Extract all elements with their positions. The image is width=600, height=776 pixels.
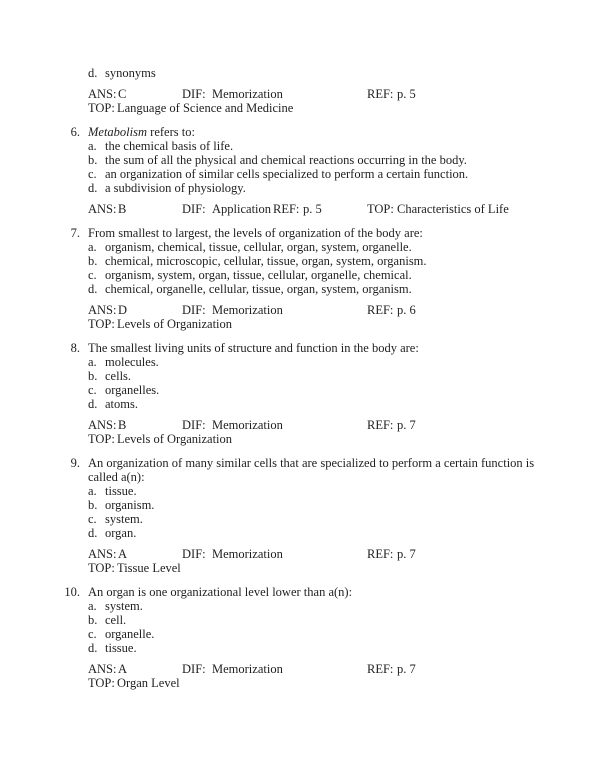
top-value: Levels of Organization xyxy=(117,317,233,331)
dif-value: Memorization xyxy=(212,547,283,561)
option-text: cells. xyxy=(105,369,132,383)
answer-line xyxy=(0,676,600,690)
option-letter: a. xyxy=(88,240,97,254)
answer-line xyxy=(0,101,600,115)
option-letter: d. xyxy=(88,282,98,296)
stem-run: called a(n): xyxy=(88,470,145,484)
question-stem xyxy=(0,341,600,355)
dif-label: DIF: xyxy=(182,87,206,101)
option-text: molecules. xyxy=(105,355,159,369)
option-row xyxy=(0,498,600,512)
question-stem xyxy=(0,470,600,484)
option-row xyxy=(0,282,600,296)
answer-line xyxy=(0,547,600,561)
ref-label: REF: xyxy=(367,547,394,561)
option-text: organelle. xyxy=(105,627,155,641)
dif-label: DIF: xyxy=(182,418,206,432)
dif-label: DIF: xyxy=(182,202,206,216)
option-letter: a. xyxy=(88,355,97,369)
answer-block xyxy=(0,418,600,446)
option-row xyxy=(0,355,600,369)
option-text: the chemical basis of life. xyxy=(105,139,234,153)
question-block xyxy=(0,456,600,575)
ref-value: p. 7 xyxy=(397,662,416,676)
ans-label: ANS: xyxy=(88,87,117,101)
top-label: TOP: xyxy=(88,317,115,331)
option-text: chemical, organelle, cellular, tissue, organ, system, organism. xyxy=(105,282,412,296)
answer-line xyxy=(0,662,600,676)
question-stem xyxy=(0,585,600,599)
option-letter: b. xyxy=(88,613,98,627)
option-row xyxy=(0,254,600,268)
question-stem xyxy=(0,456,600,470)
ref-label: REF: xyxy=(367,662,394,676)
stem-text xyxy=(88,125,195,139)
stem-run: An organ is one organizational level lower than a(n): xyxy=(88,585,353,599)
stem-run: An organization of many similar cells that are specialized to perform a certain function is xyxy=(88,456,535,470)
ref-label: REF: xyxy=(273,202,300,216)
option-text: organism. xyxy=(105,498,155,512)
option-row xyxy=(0,627,600,641)
option-text: chemical, microscopic, cellular, tissue, organ, system, organism. xyxy=(105,254,427,268)
top-label: TOP: xyxy=(367,202,394,216)
option-text: system. xyxy=(105,599,143,613)
ans-value: C xyxy=(118,87,127,101)
option-letter: b. xyxy=(88,153,98,167)
question-stem xyxy=(0,125,600,139)
option-letter: d. xyxy=(88,66,98,80)
dif-value: Memorization xyxy=(212,418,283,432)
option-text: tissue. xyxy=(105,641,137,655)
top-value: Organ Level xyxy=(117,676,180,690)
ans-value: A xyxy=(118,662,128,676)
question-block xyxy=(0,585,600,690)
dif-label: DIF: xyxy=(182,303,206,317)
option-row xyxy=(0,383,600,397)
questions-list xyxy=(0,66,600,690)
option-row xyxy=(0,369,600,383)
ref-value: p. 7 xyxy=(397,547,416,561)
question-number: 10. xyxy=(64,585,80,599)
option-row xyxy=(0,484,600,498)
option-letter: c. xyxy=(88,512,97,526)
top-value: Characteristics of Life xyxy=(397,202,509,216)
stem-run: From smallest to largest, the levels of organization of the body are: xyxy=(88,226,423,240)
answer-line xyxy=(0,561,600,575)
question-number: 8. xyxy=(70,341,80,355)
answer-line xyxy=(0,317,600,331)
ref-label: REF: xyxy=(367,418,394,432)
stem-run: The smallest living units of structure and function in the body are: xyxy=(88,341,419,355)
dif-label: DIF: xyxy=(182,547,206,561)
ans-label: ANS: xyxy=(88,547,117,561)
option-row xyxy=(0,512,600,526)
option-text: synonyms xyxy=(105,66,156,80)
ans-label: ANS: xyxy=(88,202,117,216)
stem-text xyxy=(88,341,419,355)
option-letter: d. xyxy=(88,397,98,411)
ref-label: REF: xyxy=(367,303,394,317)
ans-label: ANS: xyxy=(88,418,117,432)
ans-value: B xyxy=(118,202,127,216)
question-block xyxy=(0,125,600,216)
option-row xyxy=(0,526,600,540)
ans-value: D xyxy=(118,303,128,317)
ref-value: p. 5 xyxy=(303,202,322,216)
dif-label: DIF: xyxy=(182,662,206,676)
option-text: a subdivision of physiology. xyxy=(105,181,246,195)
stem-text xyxy=(88,585,352,599)
option-row xyxy=(0,240,600,254)
answer-line xyxy=(0,432,600,446)
option-row xyxy=(0,66,600,80)
option-letter: b. xyxy=(88,254,98,268)
answer-block xyxy=(0,662,600,690)
answer-block xyxy=(0,547,600,575)
option-letter: c. xyxy=(88,268,97,282)
question-block xyxy=(0,341,600,446)
answer-block xyxy=(0,202,600,216)
ans-value: B xyxy=(118,418,127,432)
option-text: the sum of all the physical and chemical reactions occurring in the body. xyxy=(105,153,467,167)
option-row xyxy=(0,613,600,627)
option-letter: b. xyxy=(88,369,98,383)
question-number: 6. xyxy=(70,125,80,139)
option-letter: a. xyxy=(88,139,97,153)
question-stem xyxy=(0,226,600,240)
option-letter: d. xyxy=(88,641,98,655)
option-row xyxy=(0,153,600,167)
option-row xyxy=(0,268,600,282)
stem-text xyxy=(88,226,423,240)
answer-block xyxy=(0,87,600,115)
answer-line xyxy=(0,303,600,317)
option-row xyxy=(0,167,600,181)
top-value: Language of Science and Medicine xyxy=(117,101,294,115)
option-text: atoms. xyxy=(105,397,138,411)
question-number: 9. xyxy=(70,456,80,470)
stem-run: Metabolism xyxy=(88,125,148,139)
option-letter: b. xyxy=(88,498,98,512)
ans-value: A xyxy=(118,547,128,561)
dif-value: Memorization xyxy=(212,662,283,676)
top-value: Levels of Organization xyxy=(117,432,233,446)
question-number: 7. xyxy=(70,226,80,240)
option-row xyxy=(0,397,600,411)
ans-label: ANS: xyxy=(88,662,117,676)
option-letter: c. xyxy=(88,167,97,181)
option-text: organelles. xyxy=(105,383,160,397)
ans-label: ANS: xyxy=(88,303,117,317)
top-label: TOP: xyxy=(88,676,115,690)
option-row xyxy=(0,641,600,655)
top-value: Tissue Level xyxy=(117,561,181,575)
dif-value: Memorization xyxy=(212,87,283,101)
dif-value: Application xyxy=(212,202,272,216)
option-row xyxy=(0,599,600,613)
option-letter: a. xyxy=(88,599,97,613)
ref-value: p. 7 xyxy=(397,418,416,432)
answer-line xyxy=(0,418,600,432)
option-text: tissue. xyxy=(105,484,137,498)
option-letter: d. xyxy=(88,526,98,540)
option-text: organism, chemical, tissue, cellular, organ, system, organelle. xyxy=(105,240,412,254)
ref-value: p. 5 xyxy=(397,87,416,101)
option-letter: c. xyxy=(88,383,97,397)
option-text: an organization of similar cells specialized to perform a certain function. xyxy=(105,167,469,181)
answer-block xyxy=(0,303,600,331)
answer-line xyxy=(0,87,600,101)
option-letter: d. xyxy=(88,181,98,195)
top-label: TOP: xyxy=(88,561,115,575)
stem-text xyxy=(88,456,534,470)
option-text: system. xyxy=(105,512,143,526)
question-block xyxy=(0,66,600,115)
option-row xyxy=(0,139,600,153)
option-letter: c. xyxy=(88,627,97,641)
ref-value: p. 6 xyxy=(397,303,416,317)
top-label: TOP: xyxy=(88,432,115,446)
question-block xyxy=(0,226,600,331)
option-text: organism, system, organ, tissue, cellular, organelle, chemical. xyxy=(105,268,412,282)
top-label: TOP: xyxy=(88,101,115,115)
stem-run: refers to: xyxy=(147,125,195,139)
dif-value: Memorization xyxy=(212,303,283,317)
ref-label: REF: xyxy=(367,87,394,101)
option-letter: a. xyxy=(88,484,97,498)
option-text: cell. xyxy=(105,613,127,627)
stem-text xyxy=(88,470,145,484)
option-text: organ. xyxy=(105,526,137,540)
option-row xyxy=(0,181,600,195)
answer-line xyxy=(0,202,600,216)
